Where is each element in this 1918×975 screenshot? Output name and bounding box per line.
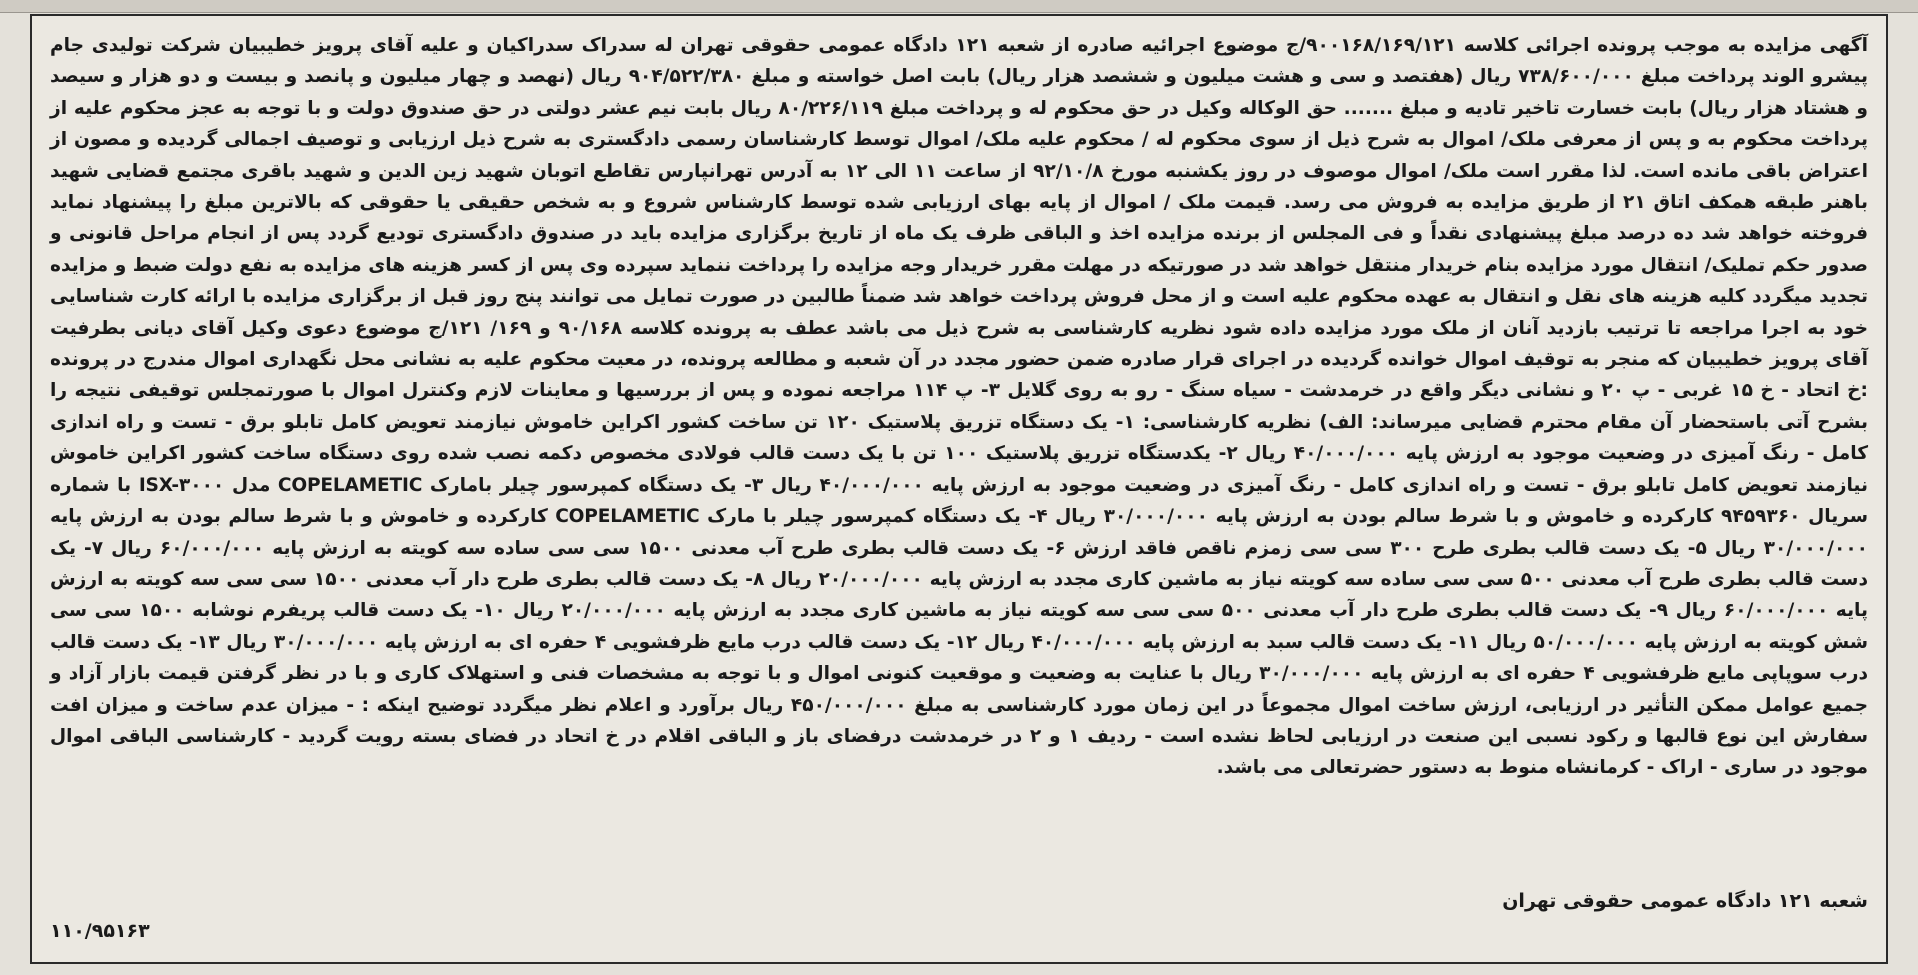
reference-number: ۱۱۰/۹۵۱۶۳	[50, 920, 150, 942]
page-top-strip	[0, 0, 1918, 13]
notice-footer	[50, 886, 1868, 950]
auction-notice-box	[30, 14, 1888, 964]
notice-paragraph: آگهی مزایده به موجب پرونده اجرائی کلاسه ۹۰۰۱۶۸/۱۶۹/۱۲۱/ج موضوع اجرائیه صادره از شعبه ۱۲۱ دادگاه عمومی حقوقی تهران له سدراک سدراکیان و علیه آقای پرویز خطیبیان شرکت تولیدی جام پیشرو الوند پرداخت مبلغ ۷۳۸/۶۰۰/۰۰۰ ریال (هفتصد و سی و هشت میلیون و ششصد هزار ریال) بابت اصل خواسته و مبلغ ۹۰۴/۵۲۲/۳۸۰ ریال (نهصد و چهار میلیون و پانصد و بیست و دو هزار و سیصد و هشتاد هزار ریال) بابت خسارت تاخیر تادیه و مبلغ ....... حق الوکاله وکیل در حق محکوم له و پرداخت مبلغ ۸۰/۲۲۶/۱۱۹ ریال بابت نیم عشر دولتی در حق صندوق دولت و با توجه به عجز محکوم علیه از پرداخت محکوم به و پس از معرفی ملک/ اموال به شرح ذیل از سوی محکوم له / محکوم علیه ملک/ اموال توسط کارشناسان رسمی دادگستری به شرح ذیل ارزیابی و توصیف اجمالی گردیده و مصون از اعتراض باقی مانده است. لذا مقرر است ملک/ اموال موصوف در روز یکشنبه مورخ ۹۲/۱۰/۸ از ساعت ۱۱ الی ۱۲ به آدرس تهرانپارس تقاطع اتوبان شهید زین الدین و شهید باقری مجتمع قضایی شهید باهنر طبقه همکف اتاق ۲۱ از طریق مزایده به فروش می رسد. قیمت ملک / اموال از پایه بهای ارزیابی شده توسط کارشناس شروع و به شخص حقیقی یا حقوقی که بالاترین مبلغ را پیشنهاد نماید فروخته خواهد شد ده درصد مبلغ پیشنهادی نقداً و فی المجلس از برنده مزایده اخذ و الباقی ظرف یک ماه از تاریخ برگزاری مزایده باید در صندوق دادگستری تودیع گردد پس از انجام مراحل قانونی و صدور حکم تملیک/ انتقال مورد مزایده بنام خریدار منتقل خواهد شد در صورتیکه در مهلت مقرر خریدار وجه مزایده را پرداخت ننماید سپرده وی پس از کسر هزینه های مزایده به نفع دولت ضبط و مزایده تجدید میگردد کلیه هزینه های نقل و انتقال به عهده محکوم علیه است و از محل فروش پرداخت خواهد شد ضمناً طالبین در صورت تمایل می توانند پنج روز قبل از برگزاری مزایده با ارائه کارت شناسایی خود به اجرا مراجعه تا ترتیب بازدید آنان از ملک مورد مزایده داده شود نظریه کارشناسی به شرح ذیل می باشد عطف به پرونده کلاسه ۹۰/۱۶۸ و ۱۶۹/ ۱۲۱/ج موضوع دعوی وکیل آقای دیانی بطرفیت آقای پرویز خطیبیان که منجر به توقیف اموال خوانده گردیده در اجرای قرار صادره ضمن حضور مجدد در آن شعبه و مطالعه پرونده، در معیت محکوم علیه به نشانی محل نگهداری اموال مندرج در پرونده :خ اتحاد - خ ۱۵ غربی - پ ۲۰ و نشانی دیگر واقع در خرمدشت - سیاه سنگ - رو به روی گلایل ۳- پ ۱۱۴ مراجعه نموده و پس از بررسیها و معاینات لازم وکنترل اموال با صورتمجلس توقیفی نتیجه را بشرح آتی باستحضار آن مقام محترم قضایی میرساند: الف) نظریه کارشناسی: ۱- یک دستگاه تزریق پلاستیک ۱۲۰ تن ساخت کشور اکراین خاموش نیازمند تعویض کامل تابلو برق - تست و راه اندازی کامل - رنگ آمیزی در وضعیت موجود به ارزش پایه ۴۰/۰۰۰/۰۰۰ ریال ۲- یکدستگاه تزریق پلاستیک ۱۰۰ تن با یک دست قالب فولادی مخصوص دکمه نصب شده روی دستگاه ساخت کشور اکراین خاموش نیازمند تعویض کامل تابلو برق - تست و راه اندازی کامل - رنگ آمیزی در وضعیت موجود به ارزش پایه ۴۰/۰۰۰/۰۰۰ ریال ۳- یک دستگاه کمپرسور چیلر بامارک COPELAMETIC مدل ISX-۳۰۰۰ با شماره سریال ۹۴۵۹۳۶۰ کارکرده و خاموش و با شرط سالم بودن به ارزش پایه ۳۰/۰۰۰/۰۰۰ ریال ۴- یک دستگاه کمپرسور چیلر با مارک COPELAMETIC کارکرده و خاموش و با شرط سالم بودن به ارزش پایه ۳۰/۰۰۰/۰۰۰ ریال ۵- یک دست قالب بطری طرح ۳۰۰ سی سی زمزم ناقص فاقد ارزش ۶- یک دست قالب بطری طرح آب معدنی ۱۵۰۰ سی سی ساده سه کویته به ارزش پایه ۶۰/۰۰۰/۰۰۰ ریال ۷- یک دست قالب بطری طرح آب معدنی ۵۰۰ سی سی ساده سه کویته نیاز به ماشین کاری مجدد به ارزش پایه ۲۰/۰۰۰/۰۰۰ ریال ۸- یک دست قالب بطری طرح دار آب معدنی ۱۵۰۰ سی سی سه کویته به ارزش پایه ۶۰/۰۰۰/۰۰۰ ریال ۹- یک دست قالب بطری طرح دار آب معدنی ۵۰۰ سی سی سه کویته نیاز به ماشین کاری مجدد به ارزش پایه ۲۰/۰۰۰/۰۰۰ ریال ۱۰- یک دست قالب پریفرم نوشابه ۱۵۰۰ سی سی شش کویته به ارزش پایه ۵۰/۰۰۰/۰۰۰ ریال ۱۱- یک دست قالب سبد به ارزش پایه ۴۰/۰۰۰/۰۰۰ ریال ۱۲- یک دست قالب درب مایع ظرفشویی ۴ حفره ای به ارزش پایه ۳۰/۰۰۰/۰۰۰ ریال ۱۳- یک دست قالب درب سوپاپی مایع ظرفشویی ۴ حفره ای به ارزش پایه ۳۰/۰۰۰/۰۰۰ ریال با عنایت به وضعیت و موقعیت کنونی اموال و با توجه به مشخصات فنی و استهلاک کاری و با در نظر گرفتن قیمت بازار آزاد و جمیع عوامل ممکن التأثیر در ارزیابی، ارزش ساخت اموال مجموعاً در این زمان مورد کارشناسی به مبلغ ۴۵۰/۰۰۰/۰۰۰ ریال برآورد و اعلام نظر میگردد توضیح اینکه : - میزان عدم ساخت و میزان افت سفارش این نوع قالبها و رکود نسبی این صنعت در ارزیابی لحاظ نشده است - ردیف ۱ و ۲ در خرمدشت درفضای باز و الباقی اقلام در خ اتحاد در فضای بسته رویت گردید - کارشناسی الباقی اموال موجود در ساری - اراک - کرمانشاه منوط به دستور حضرتعالی می باشد.	[50, 35, 1869, 779]
notice-body	[50, 30, 1868, 784]
court-signature: شعبه ۱۲۱ دادگاه عمومی حقوقی تهران	[1502, 890, 1868, 912]
